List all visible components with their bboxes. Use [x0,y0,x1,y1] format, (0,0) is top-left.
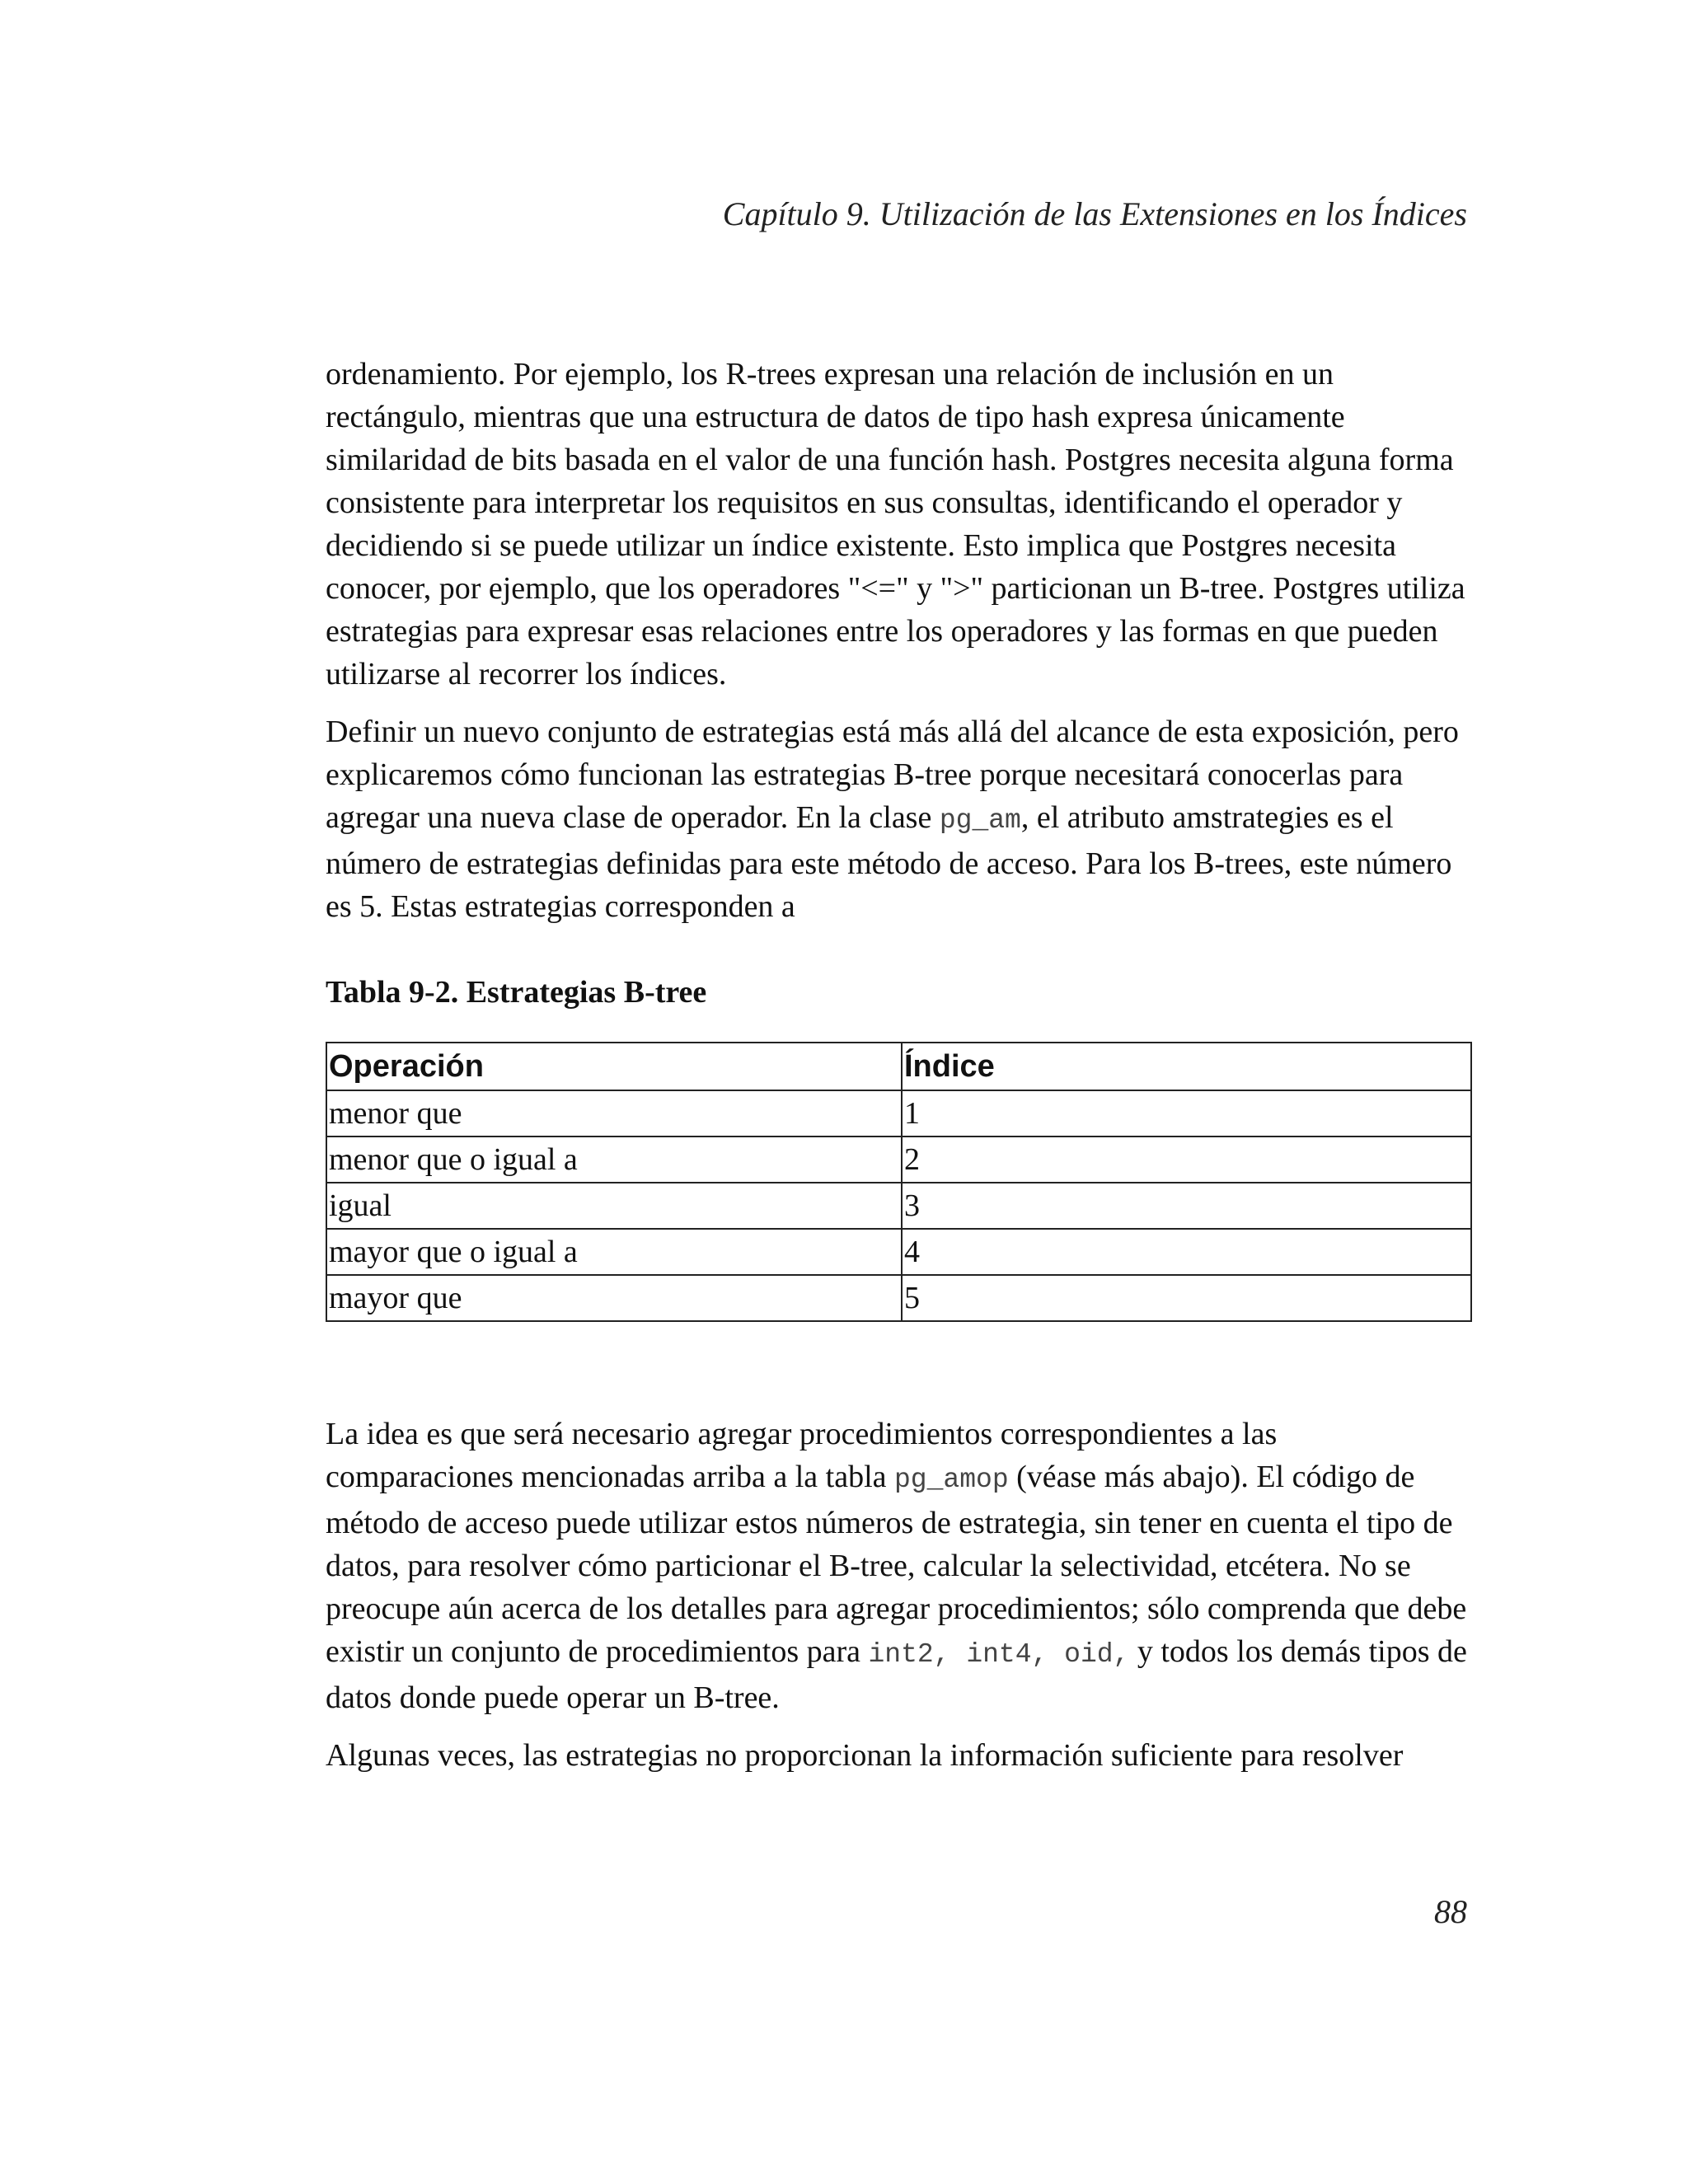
cell-index: 2 [902,1137,1471,1183]
code-pg-amop: pg_amop [894,1465,1009,1495]
cell-index: 4 [902,1229,1471,1275]
table-header-row [326,1043,1471,1090]
table-title: Tabla 9-2. Estrategias B-tree [326,975,707,1010]
table-row [326,1183,1471,1229]
table-row [326,1090,1471,1137]
paragraph-3-text-b: (véase más abajo). El código de método de acceso puede utilizar estos números de estrategia, sin tener en cuenta el tipo de datos, para resolver cómo particionar el B-tree, calcular la selectividad, etcétera. No se preocupe aún acerca de los detalles para agregar procedimientos; sólo comprenda que debe existir un conjunto de procedimientos para [326,1460,1467,1669]
cell-operation: menor que [326,1090,902,1137]
table-row [326,1137,1471,1183]
paragraph-3-text-a: La idea es que será necesario agregar procedimientos correspondientes a las comparaciones mencionadas arriba a la tabla [326,1417,1278,1494]
paragraph-2-text-b: , el atributo amstrategies es el número de estrategias definidas para este método de acceso. Para los B-trees, este número es 5. Estas estrategias corresponden a [326,800,1452,924]
paragraph-4: Algunas veces, las estrategias no proporcionan la información suficiente para resolver [326,1738,1404,1773]
code-type-list: int2, int4, oid, [868,1639,1130,1670]
column-header-operation: Operación [326,1043,902,1090]
paragraph-3 [326,1413,1471,1719]
paragraph-2-text-a: Definir un nuevo conjunto de estrategias está más allá del alcance de esta exposición, pero explicaremos cómo funcionan las estrategias B-tree porque necesitará conocerlas para agregar una nueva clase de operador. En la clase [326,715,1459,835]
column-header-index: Índice [902,1043,1471,1090]
page-number: 88 [1434,1893,1467,1930]
cell-index: 1 [902,1090,1471,1137]
cell-index: 3 [902,1183,1471,1229]
cell-index: 5 [902,1275,1471,1321]
cell-operation: mayor que o igual a [326,1229,902,1275]
strategies-table [326,1042,1472,1322]
cell-operation: menor que o igual a [326,1137,902,1183]
paragraph-1: ordenamiento. Por ejemplo, los R-trees expresan una relación de inclusión en un rectángulo, mientras que una estructura de datos de tipo hash expresa únicamente similaridad de bits basada en el valor de una función hash. Postgres necesita alguna forma consistente para interpretar los requisitos en sus consultas, identificando el operador y decidiendo si se puede utilizar un índice existente. Esto implica que Postgres necesita conocer, por ejemplo, que los operadores "<=" y ">" particionan un B-tree. Postgres utiliza estrategias para expresar esas relaciones entre los operadores y las formas en que pueden utilizarse al recorrer los índices. [326,357,1465,691]
cell-operation: igual [326,1183,902,1229]
paragraph-3-text-c: y todos los demás tipos de datos donde puede operar un B-tree. [326,1634,1467,1715]
paragraph-2 [326,710,1471,928]
running-header: Capítulo 9. Utilización de las Extensiones en los Índices [722,195,1467,232]
code-pg-am: pg_am [939,805,1021,836]
page-content [326,353,1471,1792]
table-row [326,1275,1471,1321]
table-row [326,1229,1471,1275]
cell-operation: mayor que [326,1275,902,1321]
